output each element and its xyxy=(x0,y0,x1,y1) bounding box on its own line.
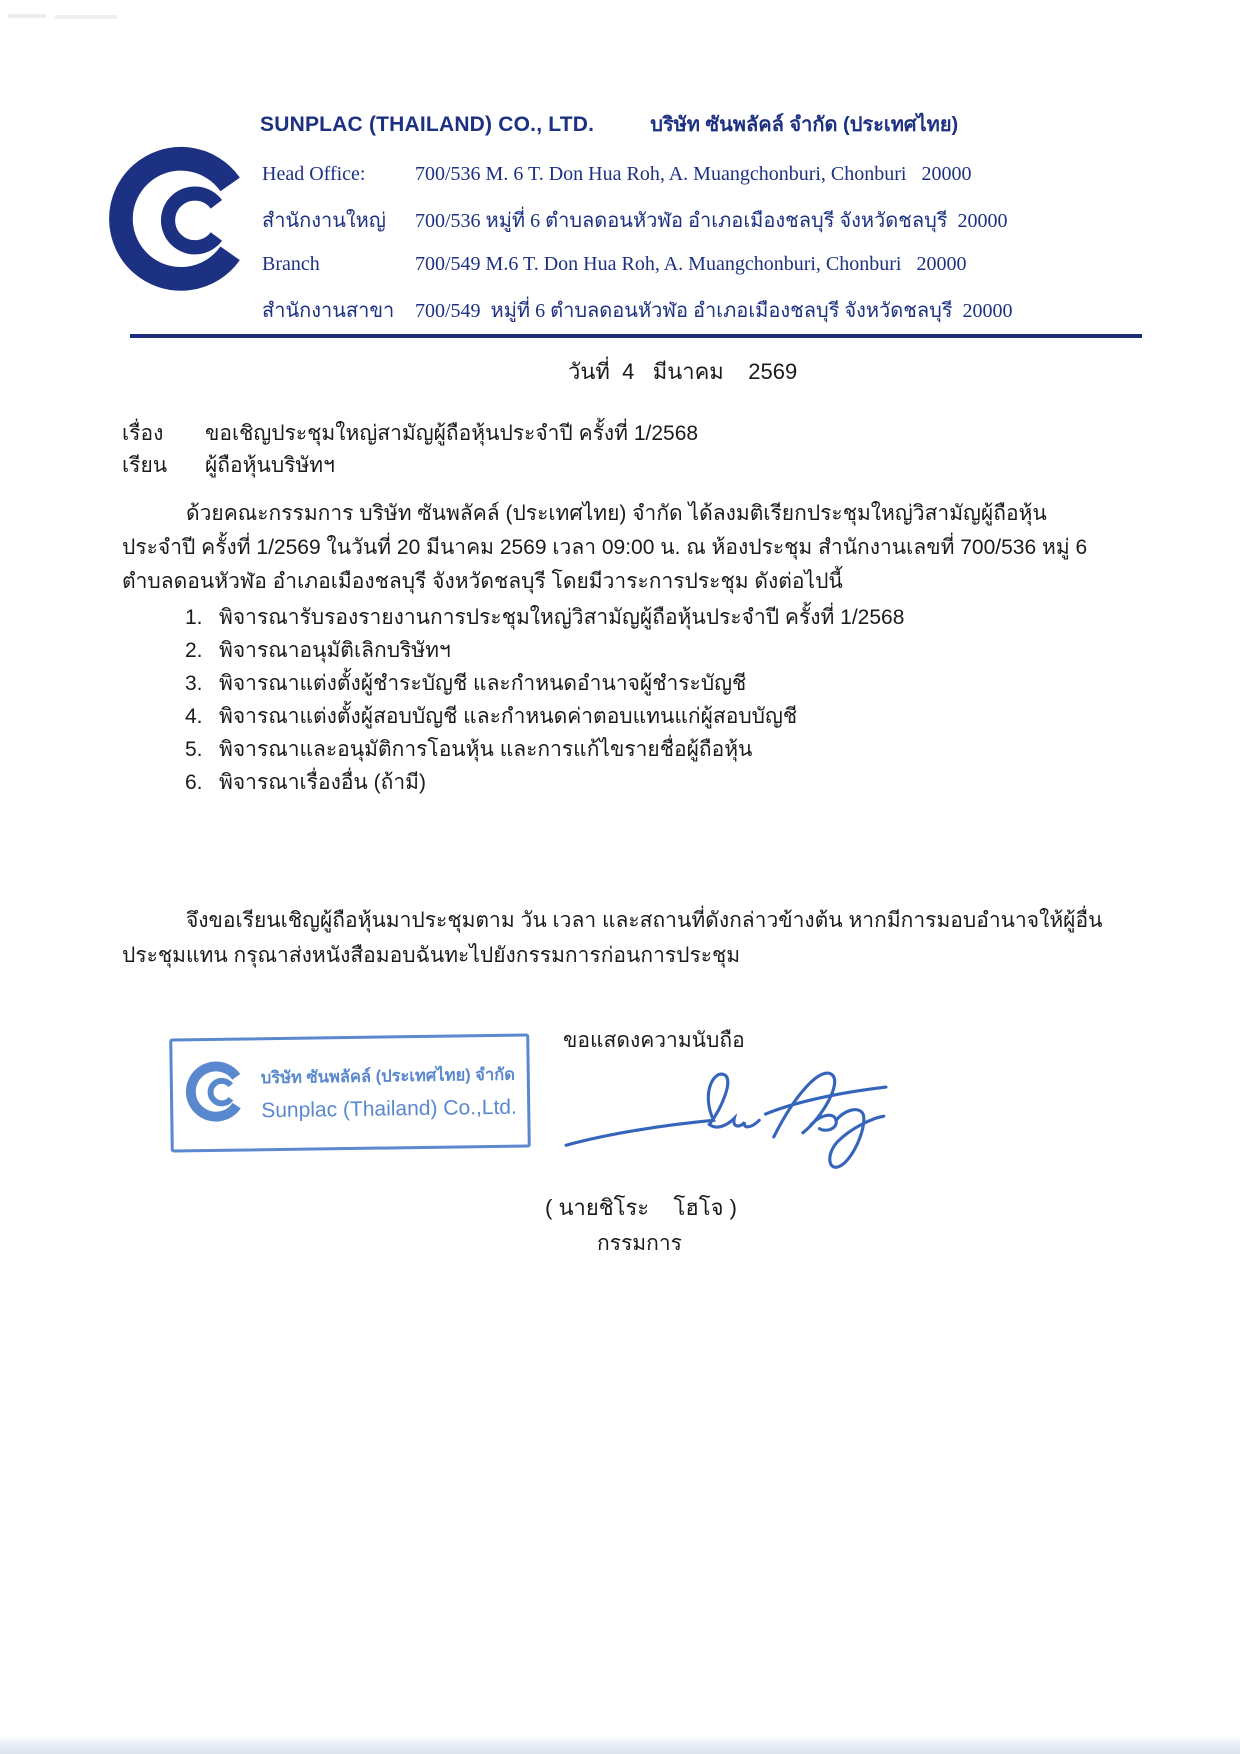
address-value: 700/549 หมู่ที่ 6 ตำบลดอนหัวฬ่อ อำเภอเมืองชลบุรี จังหวัดชลบุรี 20000 xyxy=(415,299,1013,322)
address-row-branch-th xyxy=(262,287,1013,332)
company-name-en: SUNPLAC (THAILAND) CO., LTD. xyxy=(260,113,595,136)
stamp-company-name-en: Sunplac (Thailand) Co.,Ltd. xyxy=(261,1095,518,1123)
address-label: สำนักงานใหญ่ xyxy=(262,209,386,232)
to-label: เรียน xyxy=(122,454,168,477)
address-label: สำนักงานสาขา xyxy=(262,299,395,322)
agenda-item xyxy=(185,667,904,700)
company-name-row xyxy=(260,108,958,140)
body-paragraph-line: ตำบลดอนหัวฬ่อ อำเภอเมืองชลบุรี จังหวัดชลบุรี โดยมีวาระการประชุม ดังต่อไปนี้ xyxy=(122,570,843,593)
signer-name: ( นายชิโระ โฮโจ ) xyxy=(545,1195,737,1220)
signer-title: กรรมการ xyxy=(597,1232,682,1255)
scan-artifact-top xyxy=(55,15,117,19)
agenda-text: พิจารณารับรองรายงานการประชุมใหญ่วิสามัญผู้ถือหุ้นประจำปี ครั้งที่ 1/2568 xyxy=(219,606,905,629)
agenda-text: พิจารณาเรื่องอื่น (ถ้ามี) xyxy=(219,771,426,794)
agenda-item xyxy=(185,766,904,799)
closing-paragraph-line: จึงขอเรียนเชิญผู้ถือหุ้นมาประชุมตาม วัน เวลา และสถานที่ดังกล่าวข้างต้น หากมีการมอบอำนาจให้ผู้อื่น xyxy=(186,909,1103,932)
address-value: 700/536 M. 6 T. Don Hua Roh, A. Muangchonburi, Chonburi 20000 xyxy=(415,163,972,185)
salutation: ขอแสดงความนับถือ xyxy=(563,1029,745,1052)
company-name-th: บริษัท ซันพลัคล์ จำกัด (ประเทศไทย) xyxy=(650,114,959,136)
stamp-logo-icon xyxy=(182,1056,249,1134)
agenda-item xyxy=(185,733,904,766)
address-value: 700/536 หมู่ที่ 6 ตำบลดอนหัวฬ่อ อำเภอเมืองชลบุรี จังหวัดชลบุรี 20000 xyxy=(415,209,1008,232)
agenda-text: พิจารณาอนุมัติเลิกบริษัทฯ xyxy=(219,639,451,662)
address-label: Branch xyxy=(262,253,320,275)
agenda-number: 5. xyxy=(185,737,203,761)
subject-text: ขอเชิญประชุมใหญ่สามัญผู้ถือหุ้นประจำปี ครั้งที่ 1/2568 xyxy=(205,422,699,445)
header-divider xyxy=(130,334,1142,338)
stamp-text xyxy=(261,1062,517,1124)
body-paragraph-line: ประจำปี ครั้งที่ 1/2569 ในวันที่ 20 มีนาคม 2569 เวลา 09:00 น. ณ ห้องประชุม สำนักงานเลขที่ 700/536 หมู่ 6 xyxy=(122,536,1088,559)
closing-paragraph xyxy=(122,903,1126,973)
address-rows xyxy=(262,152,1013,332)
closing-paragraph-line: ประชุมแทน กรุณาส่งหนังสือมอบฉันทะไปยังกรรมการก่อนการประชุม xyxy=(122,944,741,967)
agenda-number: 3. xyxy=(185,671,203,695)
agenda-item xyxy=(185,700,904,733)
agenda-number: 4. xyxy=(185,704,203,728)
scan-artifact-bottom xyxy=(0,1736,1240,1754)
date-line: วันที่ 4 มีนาคม 2569 xyxy=(568,359,798,384)
agenda-number: 6. xyxy=(185,770,203,794)
address-row-branch-en xyxy=(262,242,1013,287)
agenda-text: พิจารณาแต่งตั้งผู้ชำระบัญชี และกำหนดอำนาจผู้ชำระบัญชี xyxy=(219,672,747,695)
subject-label: เรื่อง xyxy=(122,422,164,445)
agenda-item xyxy=(185,634,904,667)
agenda-number: 2. xyxy=(185,638,203,662)
agenda-item xyxy=(185,601,904,634)
address-row-head-office-en xyxy=(262,152,1013,197)
body-paragraph-line: ด้วยคณะกรรมการ บริษัท ซันพลัคล์ (ประเทศไทย) จำกัด ได้ลงมติเรียกประชุมใหญ่วิสามัญผู้ถือหุ้น xyxy=(186,502,1047,525)
agenda-text: พิจารณาแต่งตั้งผู้สอบบัญชี และกำหนดค่าตอบแทนแก่ผู้สอบบัญชี xyxy=(219,705,798,728)
address-row-head-office-th xyxy=(262,197,1013,242)
stamp-company-name-th: บริษัท ซันพลัคล์ (ประเทศไทย) จำกัด xyxy=(260,1065,516,1088)
scan-artifact-top xyxy=(8,14,46,18)
agenda-list xyxy=(185,601,904,799)
agenda-text: พิจารณาและอนุมัติการโอนหุ้น และการแก้ไขรายชื่อผู้ถือหุ้น xyxy=(219,738,753,761)
signature xyxy=(556,1058,896,1198)
company-stamp xyxy=(169,1033,531,1152)
company-logo-icon xyxy=(102,136,260,313)
body-paragraph xyxy=(122,497,1126,599)
address-label: Head Office: xyxy=(262,163,366,185)
agenda-number: 1. xyxy=(185,605,203,629)
address-value: 700/549 M.6 T. Don Hua Roh, A. Muangchonburi, Chonburi 20000 xyxy=(415,253,967,275)
to-text: ผู้ถือหุ้นบริษัทฯ xyxy=(205,454,335,477)
